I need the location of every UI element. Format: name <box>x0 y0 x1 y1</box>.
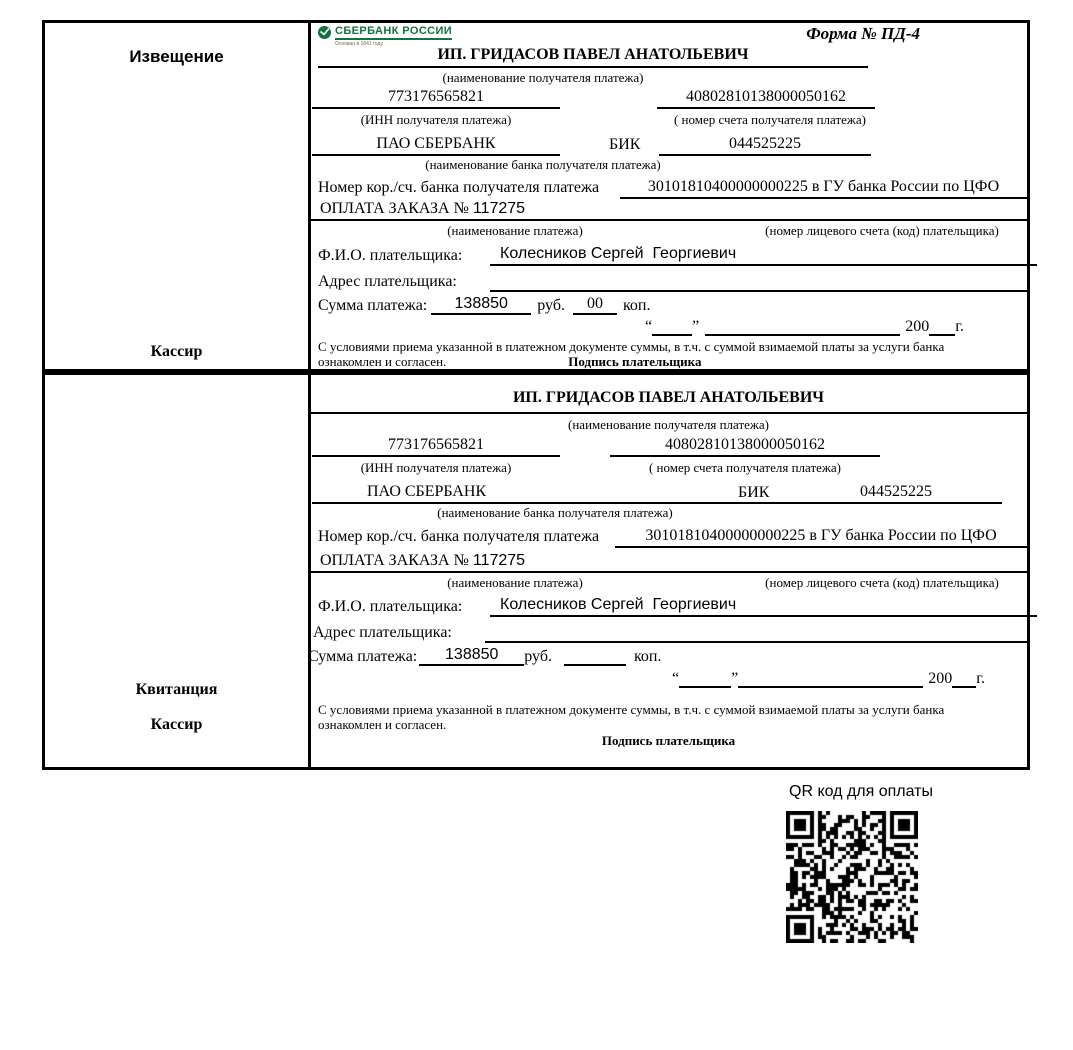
personal-account-line <box>737 551 1027 573</box>
agreement-line2: ознакомлен и согласен. <box>318 354 447 369</box>
amount-label: Сумма платежа: <box>308 648 418 665</box>
notice-side-label: Извещение <box>129 47 224 66</box>
korr-value: 30101810400000000225 в ГУ банка России по ЦФО <box>615 526 1027 548</box>
form-number: Форма № ПД-4 <box>806 24 920 43</box>
quote-close: ” <box>731 670 739 687</box>
amount-row <box>318 295 650 315</box>
payment-caption: (наименование платежа) <box>447 223 583 238</box>
payer-name-label: Ф.И.О. плательщика: <box>318 598 463 615</box>
year-suffix: г. <box>976 670 985 687</box>
payer-name-value: Колесников Сергей Георгиевич <box>490 244 1037 266</box>
payer-name-value: Колесников Сергей Георгиевич <box>490 595 1037 617</box>
rub-label: руб. <box>537 297 565 314</box>
notice-cashier-label: Кассир <box>150 343 203 360</box>
date-day-line <box>679 668 731 688</box>
quote-open: “ <box>672 670 680 687</box>
receipt-section <box>42 372 1030 770</box>
date-year-line <box>952 668 976 688</box>
inn-caption: (ИНН получателя платежа) <box>360 460 512 475</box>
year-prefix: 200 <box>905 318 930 335</box>
account-value: 40802810138000050162 <box>657 87 875 109</box>
bank-caption: (наименование банка получателя платежа) <box>437 505 673 520</box>
bank-name-value: ПАО СБЕРБАНК <box>312 482 790 504</box>
date-row <box>672 668 985 688</box>
quote-open: “ <box>645 318 653 335</box>
payment-purpose-label: ОПЛАТА ЗАКАЗА № <box>320 552 469 569</box>
date-month-line <box>705 316 900 336</box>
personal-account-line <box>737 199 1027 221</box>
year-suffix: г. <box>955 318 964 335</box>
signature-label: Подпись плательщика <box>568 354 702 369</box>
bik-label: БИК <box>609 136 641 153</box>
amount-kop-value: 00 <box>573 295 617 315</box>
bik-value: 044525225 <box>659 134 871 156</box>
kop-label: коп. <box>622 297 651 314</box>
sberbank-logo <box>318 25 452 47</box>
payment-purpose-label: ОПЛАТА ЗАКАЗА № <box>320 200 469 217</box>
sberbank-logo-text: СБЕРБАНК РОССИИ <box>335 25 452 40</box>
personal-account-caption: (номер лицевого счета (код) плательщика) <box>765 223 999 238</box>
order-number: 117275 <box>472 552 526 569</box>
account-value: 40802810138000050162 <box>610 435 880 457</box>
payer-address-line <box>485 621 1027 643</box>
korr-label: Номер кор./сч. банка получателя платежа <box>318 528 600 545</box>
korr-value: 30101810400000000225 в ГУ банка России по ЦФО <box>620 177 1027 199</box>
order-number: 117275 <box>472 200 526 217</box>
date-row <box>645 316 964 336</box>
amount-rub-value: 138850 <box>419 646 524 666</box>
recipient-name: ИП. ГРИДАСОВ ПАВЕЛ АНАТОЛЬЕВИЧ <box>512 389 825 406</box>
payment-purpose-row <box>310 199 755 221</box>
payment-purpose-row <box>310 551 755 573</box>
amount-row <box>308 646 661 666</box>
bank-name-value: ПАО СБЕРБАНК <box>312 134 560 156</box>
date-year-line <box>929 316 955 336</box>
agreement-line1: С условиями приема указанной в платежном документе суммы, в т.ч. с суммой взимаемой платы за услуги банка <box>318 339 945 354</box>
rub-label: руб. <box>524 648 552 665</box>
recipient-name: ИП. ГРИДАСОВ ПАВЕЛ АНАТОЛЬЕВИЧ <box>318 45 868 68</box>
date-day-line <box>652 316 692 336</box>
agreement-line1: С условиями приема указанной в платежном документе суммы, в т.ч. с суммой взимаемой платы за услуги банка <box>318 702 945 717</box>
quote-close: ” <box>692 318 700 335</box>
agreement-line2: ознакомлен и согласен. <box>318 717 447 732</box>
personal-account-caption: (номер лицевого счета (код) плательщика) <box>765 575 999 590</box>
agreement-line2-row <box>318 354 701 369</box>
sberbank-emblem-icon <box>318 26 331 44</box>
amount-label: Сумма платежа: <box>318 297 428 314</box>
sberbank-logo-tagline: Основан в 1841 году <box>335 41 383 47</box>
bank-caption: (наименование банка получателя платежа) <box>425 157 661 172</box>
date-month-line <box>738 668 923 688</box>
inn-value: 773176565821 <box>312 435 560 457</box>
korr-label: Номер кор./сч. банка получателя платежа <box>318 179 600 196</box>
bik-label: БИК <box>738 484 770 501</box>
payer-name-label: Ф.И.О. плательщика: <box>318 247 463 264</box>
bik-value: 044525225 <box>790 482 1002 504</box>
kop-label: коп. <box>633 648 662 665</box>
year-prefix: 200 <box>928 670 953 687</box>
signature-label: Подпись плательщика <box>601 733 736 748</box>
account-caption: ( номер счета получателя платежа) <box>673 112 867 127</box>
notice-section <box>42 20 1030 372</box>
amount-rub-value: 138850 <box>431 295 531 315</box>
payment-caption: (наименование платежа) <box>447 575 583 590</box>
recipient-name-underline <box>310 412 1027 414</box>
inn-caption: (ИНН получателя платежа) <box>360 112 512 127</box>
recipient-caption: (наименование получателя платежа) <box>442 70 644 85</box>
payer-address-label: Адрес плательщика: <box>318 273 457 290</box>
qr-code-label: QR код для оплаты <box>789 783 934 800</box>
payer-address-line <box>490 270 1027 292</box>
notice-vertical-divider <box>308 23 311 369</box>
inn-value: 773176565821 <box>312 87 560 109</box>
receipt-cashier-label: Кассир <box>150 716 203 733</box>
qr-code <box>786 811 918 943</box>
payer-address-label: Адрес плательщика: <box>313 624 452 641</box>
amount-kop-value <box>564 646 626 666</box>
receipt-side-label: Квитанция <box>135 681 218 698</box>
recipient-caption: (наименование получателя платежа) <box>568 417 769 432</box>
account-caption: ( номер счета получателя платежа) <box>648 460 842 475</box>
